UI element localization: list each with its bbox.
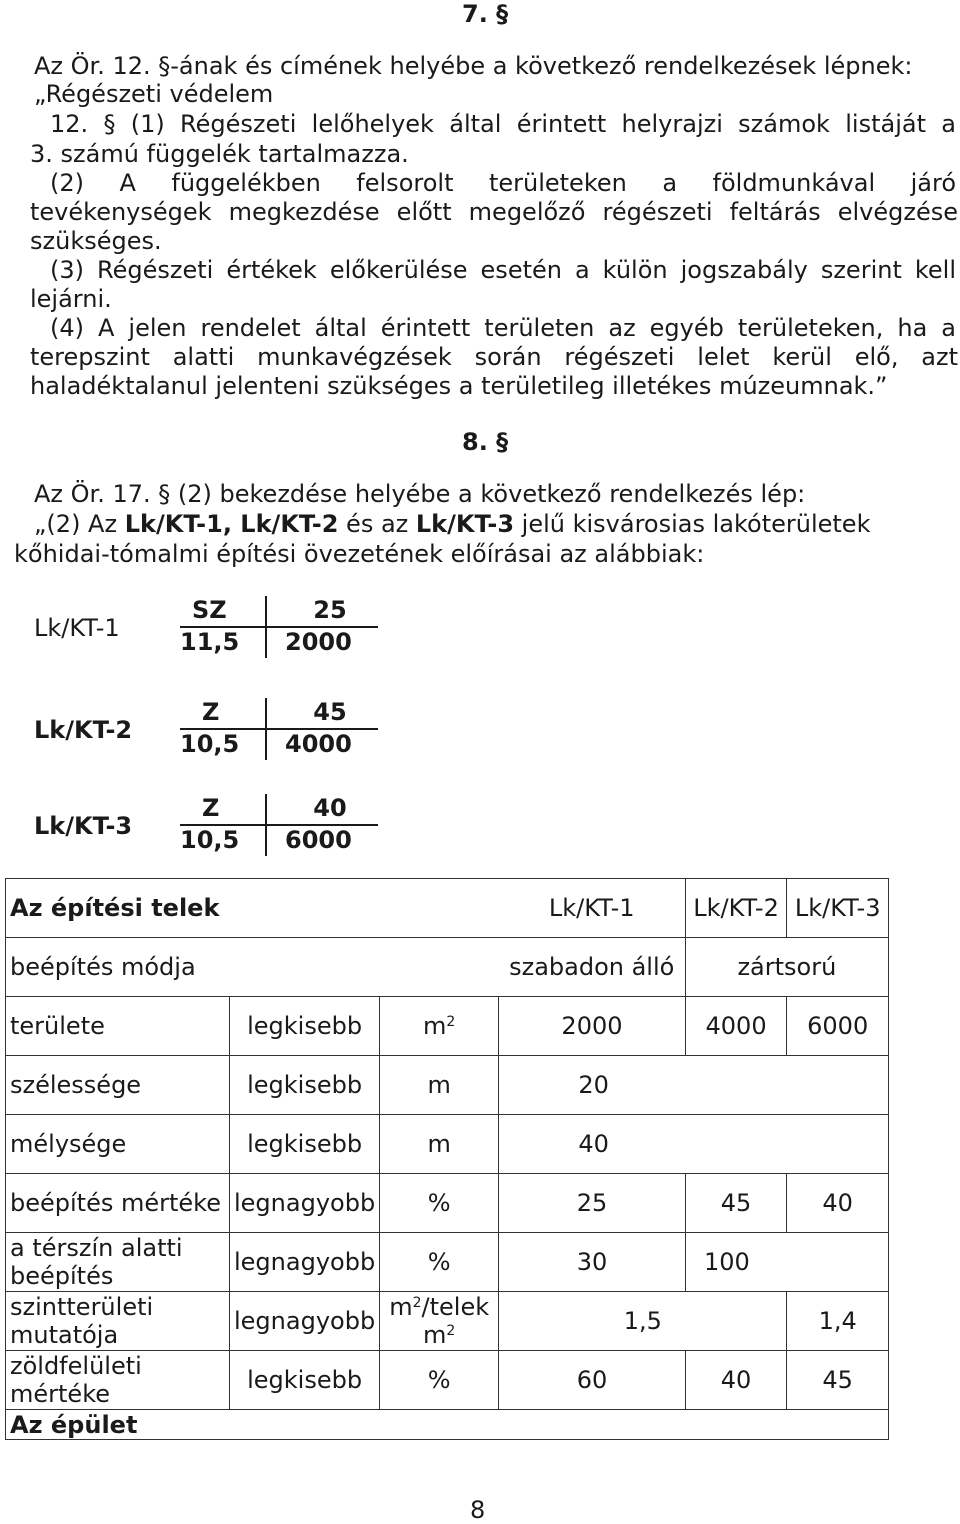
table-footer-row bbox=[6, 1410, 889, 1440]
row-unit: $m^2$/telek $m^2$ bbox=[380, 1292, 499, 1351]
section-8-line-3: kőhidai-tómalmi építési övezetének előírásai az alábbiak: bbox=[14, 540, 705, 568]
row-value: 25 bbox=[499, 1174, 686, 1233]
zone-min-area: 2000 bbox=[285, 628, 352, 656]
table-row bbox=[6, 1056, 889, 1115]
row-label: szélessége bbox=[6, 1056, 230, 1115]
row-label: beépítés módja bbox=[6, 938, 499, 997]
zone-coverage: 25 bbox=[313, 596, 347, 624]
table-header-col1: Lk/KT-1 bbox=[499, 879, 686, 938]
table-header-col2: Lk/KT-2 bbox=[685, 879, 787, 938]
row-limit: legnagyobb bbox=[230, 1233, 380, 1292]
table-row bbox=[6, 1292, 889, 1351]
zone-min-area: 4000 bbox=[285, 730, 352, 758]
row-unit: % bbox=[380, 1174, 499, 1233]
row-label: beépítés mértéke bbox=[6, 1174, 230, 1233]
row-value: 40 bbox=[685, 1351, 787, 1410]
zone-height: 10,5 bbox=[180, 826, 240, 854]
row-unit: m bbox=[380, 1056, 499, 1115]
row-value: 45 bbox=[685, 1174, 787, 1233]
zone-building-type: Z bbox=[202, 698, 220, 726]
zone-code-bold: Lk/KT-3 bbox=[415, 510, 515, 538]
table-row bbox=[6, 1351, 889, 1410]
row-value: 40 bbox=[499, 1115, 889, 1174]
row-value: 45 bbox=[787, 1351, 889, 1410]
section-7-line: szükséges. bbox=[30, 227, 162, 255]
row-value: 100 bbox=[685, 1233, 888, 1292]
section-7-heading: 7. § bbox=[462, 0, 509, 28]
section-7-line: tevékenységek megkezdése előtt megelőző régészeti feltárás elvégzése bbox=[30, 198, 958, 226]
section-7-line: lejárni. bbox=[30, 285, 112, 313]
row-unit: $m^2$ bbox=[380, 997, 499, 1056]
zone-divider bbox=[180, 626, 378, 628]
row-value: 4000 bbox=[685, 997, 787, 1056]
row-unit: % bbox=[380, 1351, 499, 1410]
zone-divider bbox=[180, 728, 378, 730]
section-8-line-2 bbox=[34, 510, 956, 538]
section-7-line: (4) A jelen rendelet által érintett területen az egyéb területeken, ha a bbox=[50, 314, 956, 342]
row-limit: legkisebb bbox=[230, 1056, 380, 1115]
row-value: 1,5 bbox=[499, 1292, 787, 1351]
zone-label: Lk/KT-2 bbox=[34, 716, 133, 744]
section-7-line: (2) A függelékben felsorolt területeken a földmunkával járó bbox=[50, 169, 956, 197]
zone-label: Lk/KT-3 bbox=[34, 812, 133, 840]
zone-indicator-box bbox=[180, 596, 380, 658]
row-value: 1,4 bbox=[787, 1292, 889, 1351]
row-limit: legnagyobb bbox=[230, 1292, 380, 1351]
row-value: 20 bbox=[499, 1056, 889, 1115]
section-8-line-2-post: jelű kisvárosias lakóterületek bbox=[514, 510, 871, 538]
section-8-heading: 8. § bbox=[462, 428, 509, 456]
row-unit: m bbox=[380, 1115, 499, 1174]
section-8-line-2-pre: „(2) Az bbox=[34, 510, 125, 538]
zone-height: 10,5 bbox=[180, 730, 240, 758]
table-header-label: Az építési telek bbox=[6, 879, 499, 938]
row-unit: % bbox=[380, 1233, 499, 1292]
section-8-intro: Az Ör. 17. § (2) bekezdése helyébe a következő rendelkezés lép: bbox=[34, 480, 806, 508]
row-value: 40 bbox=[787, 1174, 889, 1233]
table-row bbox=[6, 1115, 889, 1174]
section-7-line: „Régészeti védelem bbox=[34, 80, 274, 108]
table-row bbox=[6, 938, 889, 997]
row-value: szabadon álló bbox=[499, 938, 686, 997]
row-value: 30 bbox=[499, 1233, 686, 1292]
table-row bbox=[6, 1174, 889, 1233]
row-value: 60 bbox=[499, 1351, 686, 1410]
row-label: területe bbox=[6, 997, 230, 1056]
section-7-line: terepszint alatti munkavégzések során régészeti lelet kerül elő, azt bbox=[30, 343, 958, 371]
zone-height: 11,5 bbox=[180, 628, 240, 656]
section-8-line-2-mid: és az bbox=[338, 510, 416, 538]
table-header-col3: Lk/KT-3 bbox=[787, 879, 889, 938]
zone-indicator-box bbox=[180, 794, 380, 856]
zone-coverage: 45 bbox=[313, 698, 347, 726]
zone-divider bbox=[180, 824, 378, 826]
row-value: 6000 bbox=[787, 997, 889, 1056]
row-value: 2000 bbox=[499, 997, 686, 1056]
section-7-line: haladéktalanul jelenteni szükséges a területileg illetékes múzeumnak.” bbox=[30, 372, 888, 400]
table-footer-label: Az épület bbox=[6, 1410, 889, 1440]
table-row bbox=[6, 997, 889, 1056]
row-limit: legnagyobb bbox=[230, 1174, 380, 1233]
row-limit: legkisebb bbox=[230, 997, 380, 1056]
zone-building-type: SZ bbox=[192, 596, 227, 624]
zone-building-type: Z bbox=[202, 794, 220, 822]
zone-label: Lk/KT-1 bbox=[34, 614, 120, 642]
page-number: 8 bbox=[470, 1496, 486, 1524]
row-limit: legkisebb bbox=[230, 1351, 380, 1410]
row-limit: legkisebb bbox=[230, 1115, 380, 1174]
section-7-line: Az Ör. 12. §-ának és címének helyébe a következő rendelkezések lépnek: bbox=[34, 52, 913, 80]
row-label: szintterületi mutatója bbox=[6, 1292, 230, 1351]
zone-coverage: 40 bbox=[313, 794, 347, 822]
zone-codes-bold: Lk/KT-1, Lk/KT-2 bbox=[124, 510, 339, 538]
row-label: mélysége bbox=[6, 1115, 230, 1174]
zone-indicator-box bbox=[180, 698, 380, 760]
zone-min-area: 6000 bbox=[285, 826, 352, 854]
table-row bbox=[6, 1233, 889, 1292]
table-header-row bbox=[6, 879, 889, 938]
row-value: zártsorú bbox=[685, 938, 888, 997]
regulations-table bbox=[5, 878, 889, 1440]
row-label: zöldfelületi mértéke bbox=[6, 1351, 230, 1410]
row-label: a térszín alatti beépítés bbox=[6, 1233, 230, 1292]
section-7-line: 12. § (1) Régészeti lelőhelyek által érintett helyrajzi számok listáját a bbox=[50, 110, 956, 138]
section-7-line: 3. számú függelék tartalmazza. bbox=[30, 140, 409, 168]
section-7-line: (3) Régészeti értékek előkerülése esetén a külön jogszabály szerint kell bbox=[50, 256, 956, 284]
